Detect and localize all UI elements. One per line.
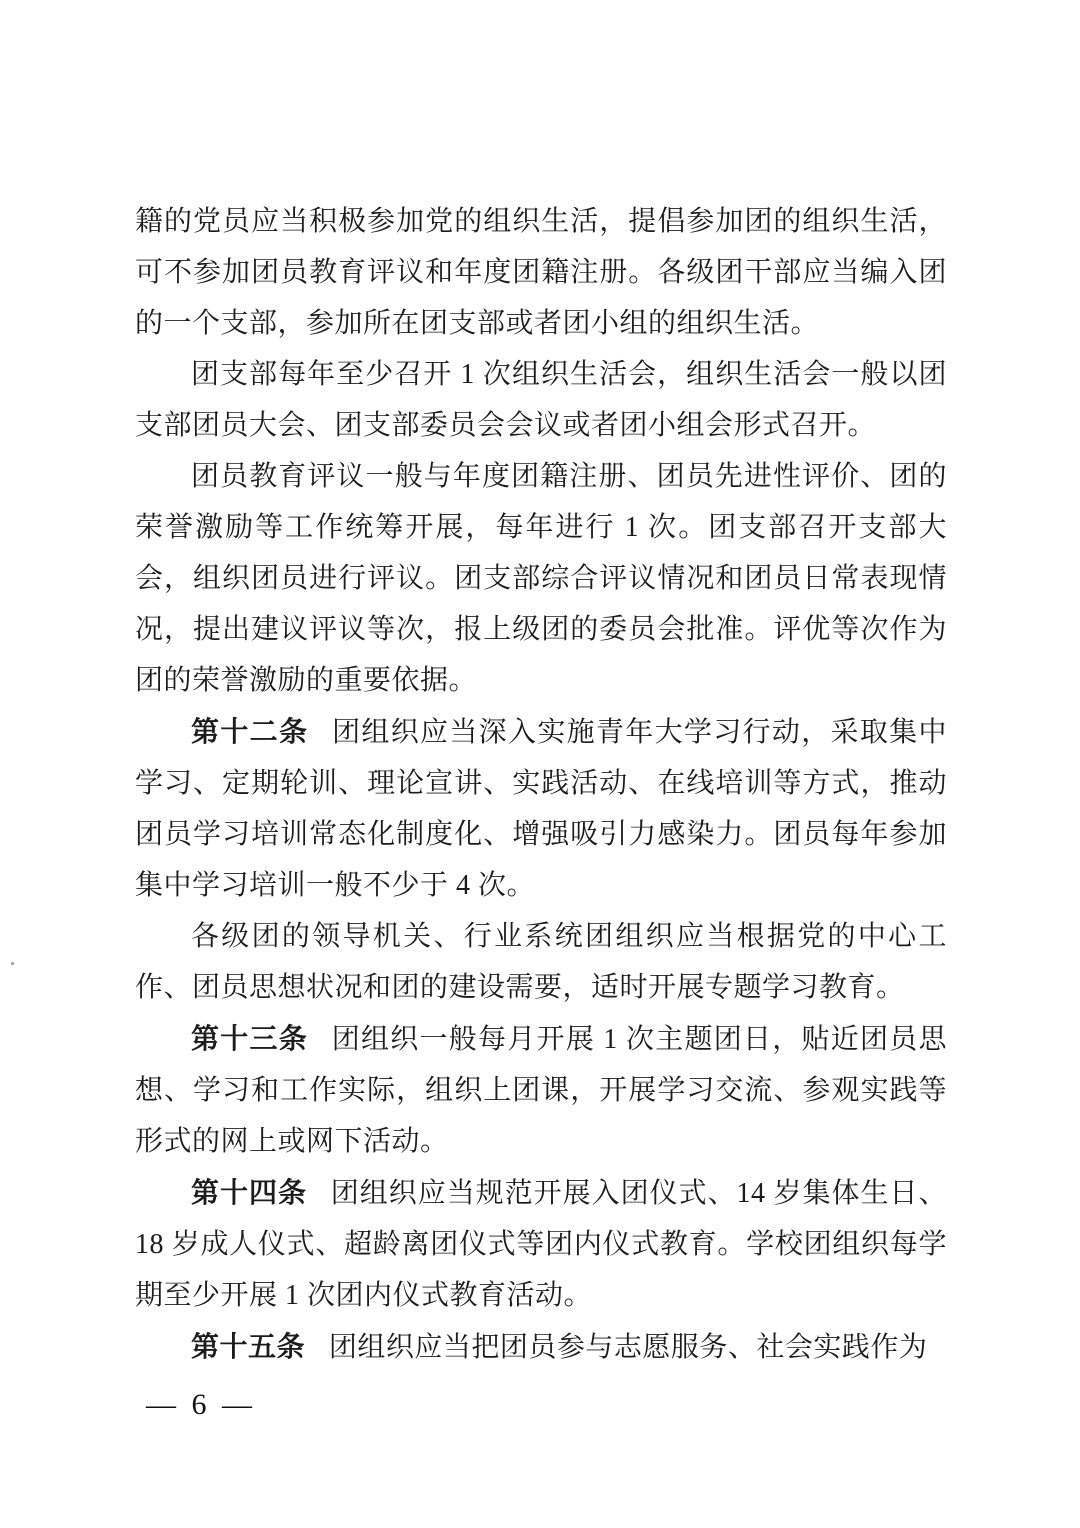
article-heading-12: 第十二条: [191, 716, 309, 747]
paragraph-text: 团员教育评议一般与年度团籍注册、团员先进性评价、团的荣誉激励等工作统筹开展，每年进行 1 次。团支部召开支部大会，组织团员进行评议。团支部综合评议情况和团员日常表现情况，提出建议评议等次，报上级团的委员会批准。评优等次作为团的荣誉激励的重要依据。: [135, 461, 947, 696]
paragraph-text: 籍的党员应当积极参加党的组织生活，提倡参加团的组织生活，可不参加团员教育评议和年度团籍注册。各级团干部应当编入团的一个支部，参加所在团支部或者团小组的组织生活。: [135, 206, 947, 339]
paragraph: [135, 451, 947, 706]
article-heading-13: 第十三条: [191, 1023, 308, 1054]
document-body: [135, 196, 947, 1373]
paragraph: [135, 1167, 947, 1321]
paragraph-text: 团组织应当深入实施青年大学习行动，采取集中学习、定期轮训、理论宣讲、实践活动、在线培训等方式，推动团员学习培训常态化制度化、增强吸引力感染力。团员每年参加集中学习培训一般不少于 4 次。: [135, 717, 947, 901]
scan-artifact-dot: [11, 962, 14, 965]
paragraph: [135, 911, 947, 1013]
paragraph: [135, 1013, 947, 1167]
paragraph-text: 各级团的领导机关、行业系统团组织应当根据党的中心工作、团员思想状况和团的建设需要，适时开展专题学习教育。: [135, 921, 947, 1003]
paragraph: [135, 1321, 947, 1373]
paragraph-text: 团支部每年至少召开 1 次组织生活会，组织生活会一般以团支部团员大会、团支部委员会会议或者团小组会形式召开。: [135, 359, 947, 441]
paragraph: [135, 196, 947, 349]
paragraph-text: 团组织应当规范开展入团仪式、14 岁集体生日、18 岁成人仪式、超龄离团仪式等团内仪式教育。学校团组织每学期至少开展 1 次团内仪式教育活动。: [135, 1178, 947, 1311]
paragraph: [135, 349, 947, 451]
paragraph-text: 团组织一般每月开展 1 次主题团日，贴近团员思想、学习和工作实际，组织上团课，开展学习交流、参观实践等形式的网上或网下活动。: [135, 1024, 947, 1157]
article-heading-14: 第十四条: [191, 1177, 307, 1208]
article-heading-15: 第十五条: [191, 1331, 306, 1362]
page-number: — 6 —: [146, 1388, 256, 1421]
paragraph-text: 团组织应当把团员参与志愿服务、社会实践作为: [328, 1332, 928, 1363]
paragraph: [135, 706, 947, 911]
